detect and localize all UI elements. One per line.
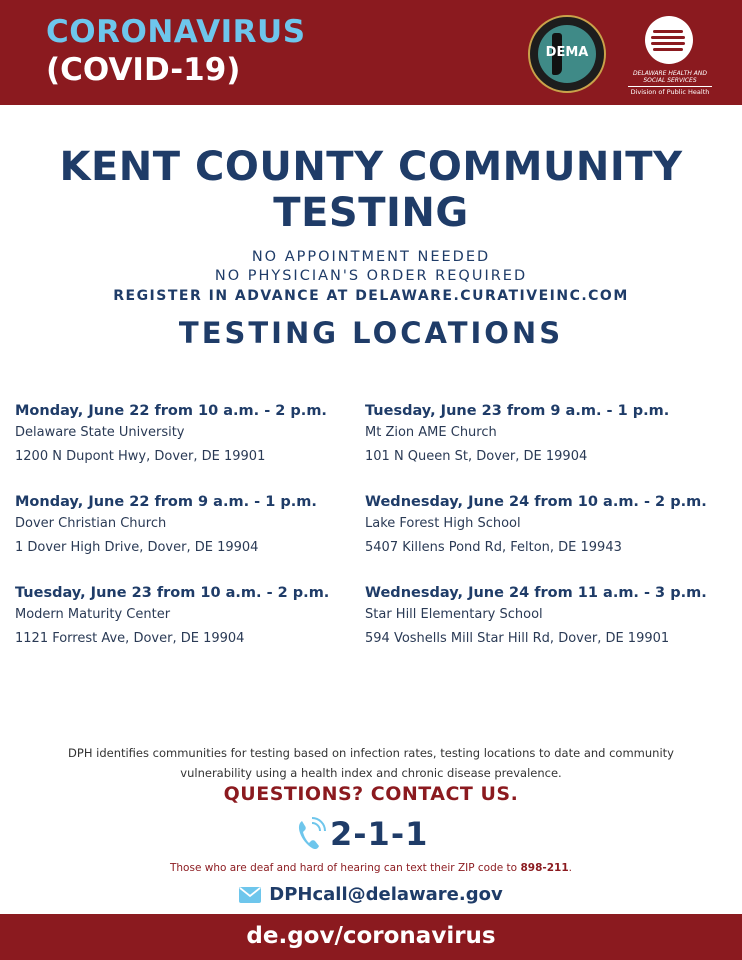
location-time: Wednesday, June 24 from 11 a.m. - 3 p.m. [365, 585, 707, 601]
deaf-text-number: 898-211 [520, 862, 569, 874]
location-name: Mt Zion AME Church [365, 425, 497, 440]
dema-logo [528, 15, 606, 93]
mail-icon [239, 887, 261, 903]
location-item [15, 584, 385, 648]
location-name: Star Hill Elementary School [365, 607, 543, 622]
dhss-division-name: Division of Public Health [628, 86, 712, 96]
location-address: 1 Dover High Drive, Dover, DE 19904 [15, 540, 259, 555]
location-address: 594 Voshells Mill Star Hill Rd, Dover, DE 19901 [365, 631, 670, 646]
email-contact[interactable] [0, 884, 742, 905]
deaf-text: Those who are deaf and hard of hearing can text their ZIP code to [169, 862, 518, 874]
location-time: Wednesday, June 24 from 10 a.m. - 2 p.m. [365, 494, 707, 510]
location-name: Delaware State University [15, 425, 185, 440]
title-line-1: KENT COUNTY COMMUNITY [59, 144, 683, 190]
location-time: Tuesday, June 23 from 10 a.m. - 2 p.m. [15, 585, 330, 601]
location-address: 1121 Forrest Ave, Dover, DE 19904 [15, 631, 245, 646]
footer-url-link[interactable]: de.gov/coronavirus [246, 923, 496, 949]
location-name: Dover Christian Church [15, 516, 167, 531]
header-title: CORONAVIRUS [46, 14, 306, 50]
no-order-text: NO PHYSICIAN'S ORDER REQUIRED [214, 268, 528, 284]
deaf-text-line [0, 862, 742, 874]
phone-contact[interactable] [296, 812, 428, 856]
no-appointment-text: NO APPOINTMENT NEEDED [251, 249, 491, 265]
email-address[interactable]: DPHcall@delaware.gov [269, 884, 503, 905]
location-name: Modern Maturity Center [15, 607, 171, 622]
page-title [0, 144, 742, 236]
location-time: Monday, June 22 from 9 a.m. - 1 p.m. [15, 494, 317, 510]
location-address: 101 N Queen St, Dover, DE 19904 [365, 449, 588, 464]
location-time: Monday, June 22 from 10 a.m. - 2 p.m. [15, 403, 327, 419]
location-address: 5407 Killens Pond Rd, Felton, DE 19943 [365, 540, 622, 555]
location-item [365, 493, 735, 557]
dph-note: DPH identifies communities for testing based on infection rates, testing locations to date and community vulnerability using a health index and chronic disease prevalence. [68, 746, 674, 780]
header-subtitle: (COVID-19) [46, 52, 241, 88]
dema-logo-text: DEMA [545, 45, 589, 60]
dhss-agency-name: DELAWARE HEALTH AND SOCIAL SERVICES [633, 70, 707, 84]
location-item [15, 402, 385, 466]
location-item [15, 493, 385, 557]
location-item [365, 584, 735, 648]
deaf-text-suffix: . [568, 862, 572, 874]
testing-locations-heading: TESTING LOCATIONS [178, 316, 564, 350]
location-name: Lake Forest High School [365, 516, 521, 531]
location-time: Tuesday, June 23 from 9 a.m. - 1 p.m. [365, 403, 670, 419]
title-line-2: TESTING [273, 190, 469, 236]
questions-heading: QUESTIONS? CONTACT US. [223, 783, 519, 805]
location-item [365, 402, 735, 466]
dhss-logo-icon [645, 16, 693, 64]
phone-number: 2-1-1 [330, 815, 429, 853]
phone-icon [296, 817, 326, 851]
footer-banner [0, 914, 742, 960]
header-banner [0, 0, 742, 105]
location-address: 1200 N Dupont Hwy, Dover, DE 19901 [15, 449, 266, 464]
register-text: REGISTER IN ADVANCE AT DELAWARE.CURATIVEINC.COM [113, 288, 629, 304]
dema-seal-icon [538, 25, 596, 83]
